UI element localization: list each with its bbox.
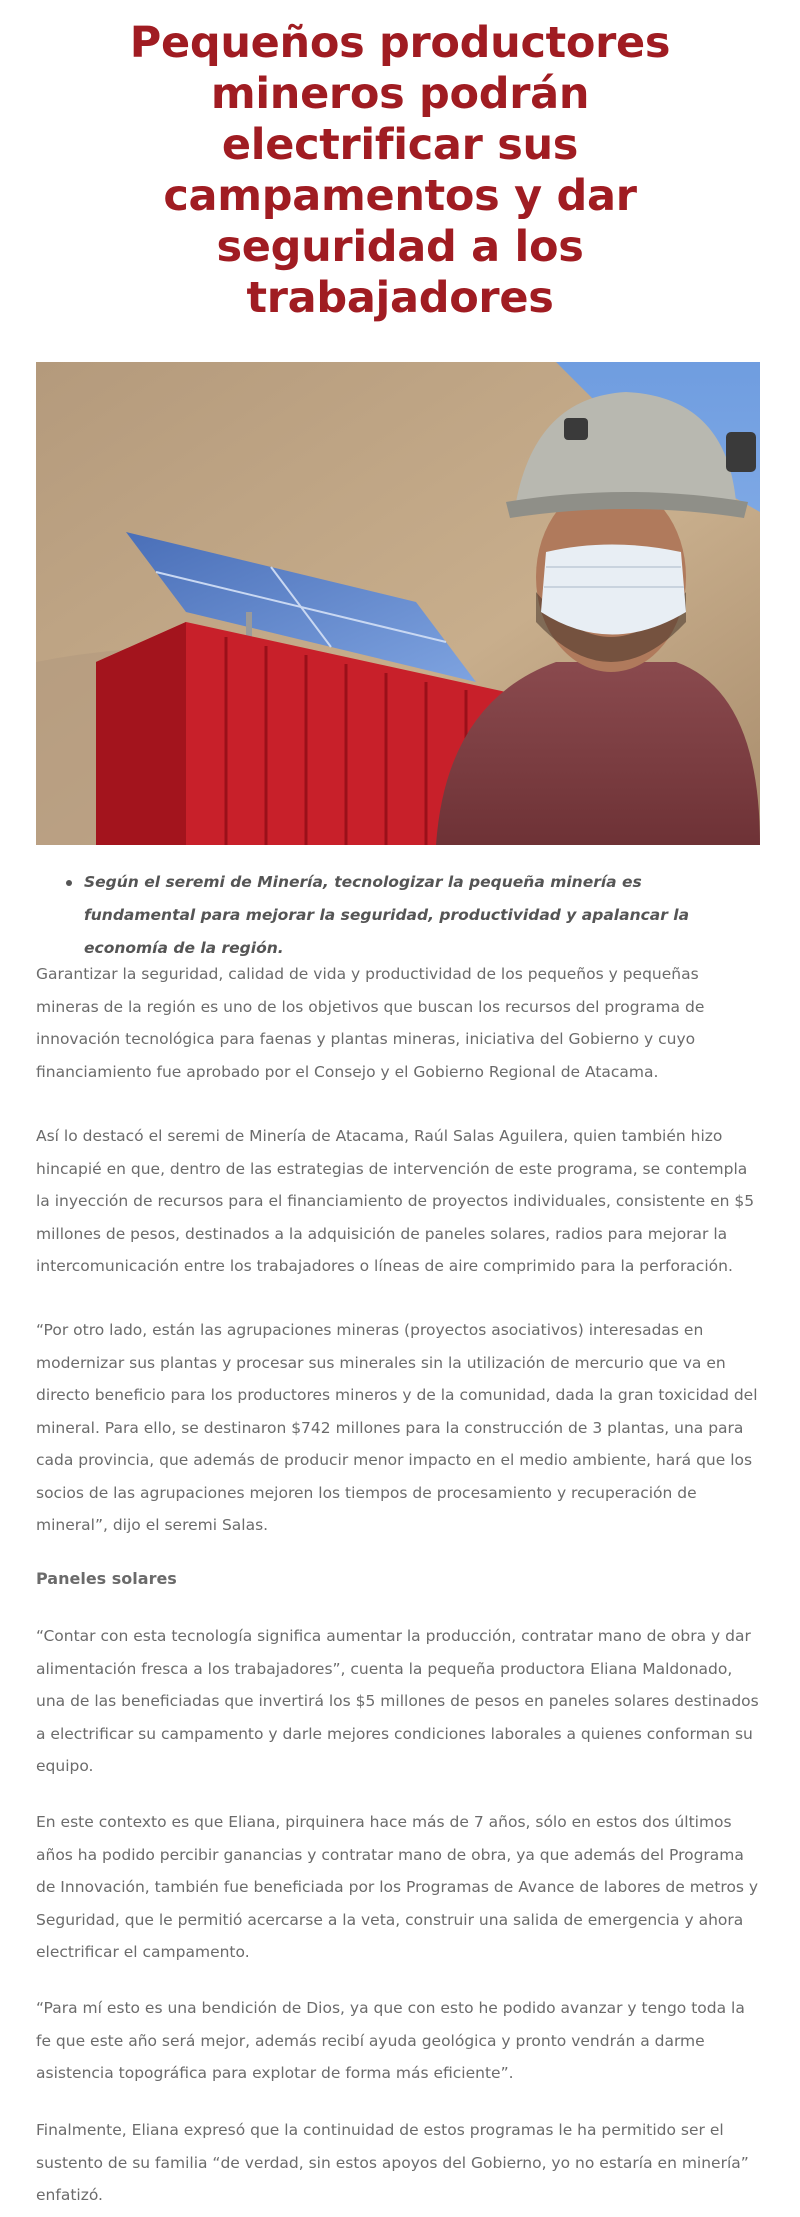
highlight-item: Según el seremi de Minería, tecnologizar la pequeña minería es fundamental para mejorar la seguridad, productividad y apalancar la economía de la región.	[66, 866, 736, 965]
highlight-list	[66, 866, 736, 965]
hero-photo	[36, 362, 760, 845]
paragraph-6: “Para mí esto es una bendición de Dios, ya que con esto he podido avanzar y tengo toda la fe que este año será mejor, además recibí ayuda geológica y pronto vendrán a darme asistencia topográfica para explotar de forma más eficiente”.	[36, 1999, 745, 2082]
paragraph-4: “Contar con esta tecnología significa aumentar la producción, contratar mano de obra y dar alimentación fresca a los trabajadores”, cuenta la pequeña productora Eliana Maldonado, una de las beneficiadas que invertirá los $5 millones de pesos en paneles solares destinados a electrificar su campamento y darle mejores condiciones laborales a quienes conforman su equipo.	[36, 1627, 759, 1775]
paragraph-1: Garantizar la seguridad, calidad de vida y productividad de los pequeños y pequeñas mineras de la región es uno de los objetivos que buscan los recursos del programa de innovación tecnológica para faenas y plantas mineras, iniciativa del Gobierno y cuyo financiamiento fue aprobado por el Consejo y el Gobierno Regional de Atacama.	[36, 965, 705, 1081]
hero-image	[36, 362, 760, 845]
paragraph-2: Así lo destacó el seremi de Minería de Atacama, Raúl Salas Aguilera, quien también hizo hincapié en que, dentro de las estrategias de intervención de este programa, se contempla la inyección de recursos para el financiamiento de proyectos individuales, consistente en $5 millones de pesos, destinados a la adquisición de paneles solares, radios para mejorar la intercomunicación entre los trabajadores o líneas de aire comprimido para la perforación.	[36, 1127, 755, 1275]
paragraph-5: En este contexto es que Eliana, pirquinera hace más de 7 años, sólo en estos dos últimos años ha podido percibir ganancias y contratar mano de obra, ya que además del Programa de Innovación, también fue beneficiada por los Programas de Avance de labores de metros y Seguridad, que le permitió acercarse a la veta, construir una salida de emergencia y ahora electrificar el campamento.	[36, 1813, 759, 1961]
paragraph-3: “Por otro lado, están las agrupaciones mineras (proyectos asociativos) interesadas en modernizar sus plantas y procesar sus minerales sin la utilización de mercurio que va en directo beneficio para los productores mineros y de la comunidad, dada la gran toxicidad del mineral. Para ello, se destinaron $742 millones para la construcción de 3 plantas, una para cada provincia, que además de producir menor impacto en el medio ambiente, hará que los socios de las agrupaciones mejoren los tiempos de procesamiento y recuperación de mineral”, dijo el seremi Salas.	[36, 1321, 758, 1534]
section-heading: Paneles solares	[36, 1569, 177, 1588]
paragraph-7: Finalmente, Eliana expresó que la continuidad de estos programas le ha permitido ser el sustento de su familia “de verdad, sin estos apoyos del Gobierno, yo no estaría en minería” enfatizó.	[36, 2121, 749, 2204]
article-title: Pequeños productores mineros podrán electrificar sus campamentos y dar seguridad a los trabajadores	[129, 18, 671, 323]
